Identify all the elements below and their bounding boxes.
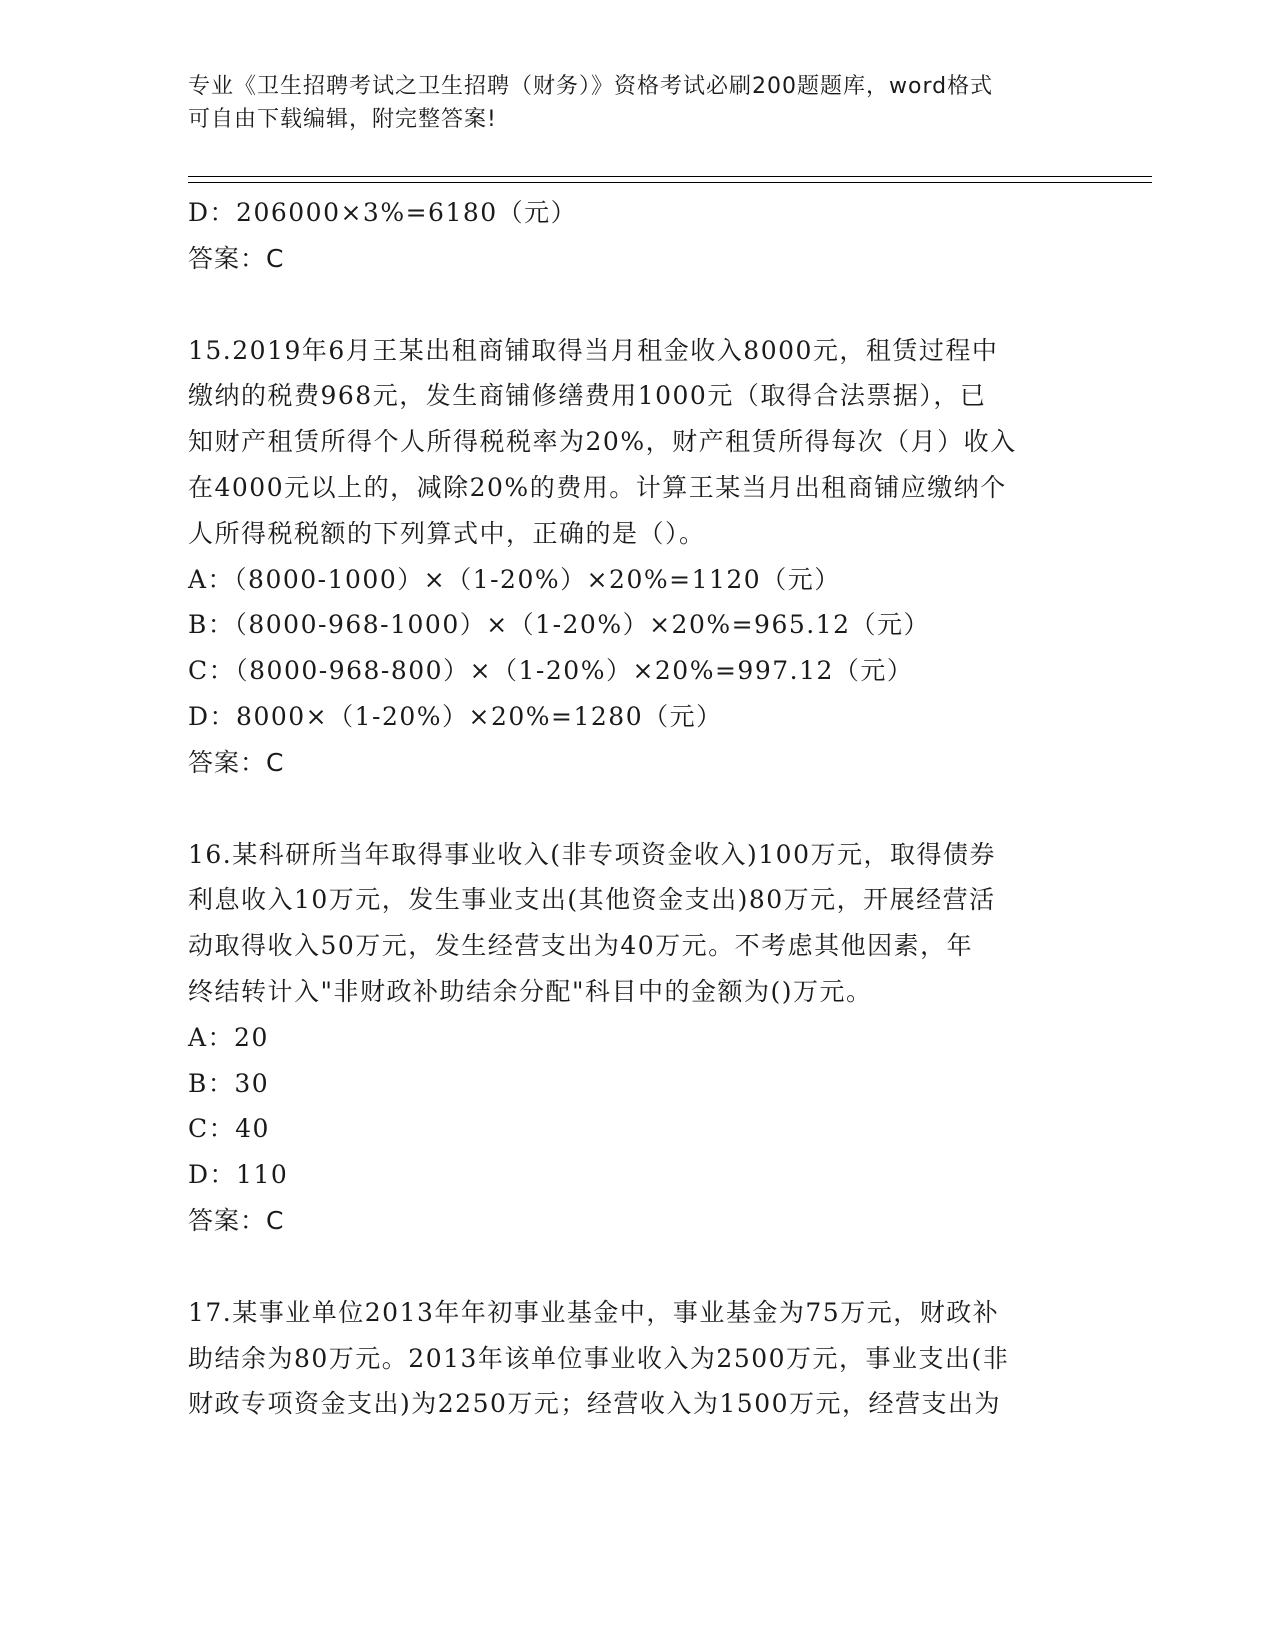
question-16-answer: 答案：C: [188, 1205, 285, 1235]
question-16-option-b: B：30: [188, 1068, 270, 1098]
header-rule-bottom: [188, 182, 1152, 183]
document-header: [188, 70, 1068, 136]
question-15-option-b: B：（8000-968-1000）×（1-20%）×20%=965.12（元）: [188, 610, 931, 640]
question-15-option-a: A：（8000-1000）×（1-20%）×20%=1120（元）: [188, 564, 841, 594]
question-16: [188, 832, 1088, 1244]
question-16-option-c: C：40: [188, 1114, 270, 1144]
question-17-line-1: 17.某事业单位2013年年初事业基金中，事业基金为75万元，财政补: [188, 1297, 1000, 1327]
spacer: [188, 1244, 1088, 1290]
question-15-option-d: D：8000×（1-20%）×20%=1280（元）: [188, 701, 723, 731]
question-15-line-1: 15.2019年6月王某出租商铺取得当月租金收入8000元，租赁过程中: [188, 335, 999, 365]
question-15-line-3: 知财产租赁所得个人所得税税率为20%，财产租赁所得每次（月）收入: [188, 427, 1017, 457]
question-15-answer: 答案：C: [188, 747, 285, 777]
prev-option-d: D：206000×3%=6180（元）: [188, 198, 578, 227]
header-line-2: 可自由下载编辑，附完整答案!: [188, 107, 497, 132]
question-16-line-2: 利息收入10万元，发生事业支出(其他资金支出)80万元，开展经营活: [188, 885, 996, 915]
question-16-line-4: 终结转计入"非财政补助结余分配"科目中的金额为()万元。: [188, 976, 873, 1006]
question-15-line-2: 缴纳的税费968元，发生商铺修缮费用1000元（取得合法票据），已: [188, 381, 987, 411]
question-16-line-3: 动取得收入50万元，发生经营支出为40万元。不考虑其他因素，年: [188, 931, 974, 961]
spacer: [188, 786, 1088, 832]
question-16-option-a: A：20: [188, 1022, 269, 1052]
header-line-1: 专业《卫生招聘考试之卫生招聘（财务）》资格考试必刷200题题库，word格式: [188, 74, 994, 99]
question-17-line-3: 财政专项资金支出)为2250万元；经营收入为1500万元，经营支出为: [188, 1389, 1002, 1419]
question-15-line-5: 人所得税税额的下列算式中，正确的是（）。: [188, 518, 706, 548]
header-rule-top: [188, 176, 1152, 177]
question-16-option-d: D：110: [188, 1160, 289, 1190]
question-15-line-4: 在4000元以上的，减除20%的费用。计算王某当月出租商铺应缴纳个: [188, 472, 1007, 502]
question-15: [188, 328, 1088, 786]
question-16-line-1: 16.某科研所当年取得事业收入(非专项资金收入)100万元，取得债券: [188, 839, 996, 869]
question-17: [188, 1290, 1088, 1427]
document-body: [188, 190, 1088, 1427]
spacer: [188, 282, 1088, 328]
prev-answer: 答案：C: [188, 243, 285, 273]
question-15-option-c: C：（8000-968-800）×（1-20%）×20%=997.12（元）: [188, 656, 914, 686]
question-17-line-2: 助结余为80万元。2013年该单位事业收入为2500万元，事业支出(非: [188, 1343, 1010, 1373]
